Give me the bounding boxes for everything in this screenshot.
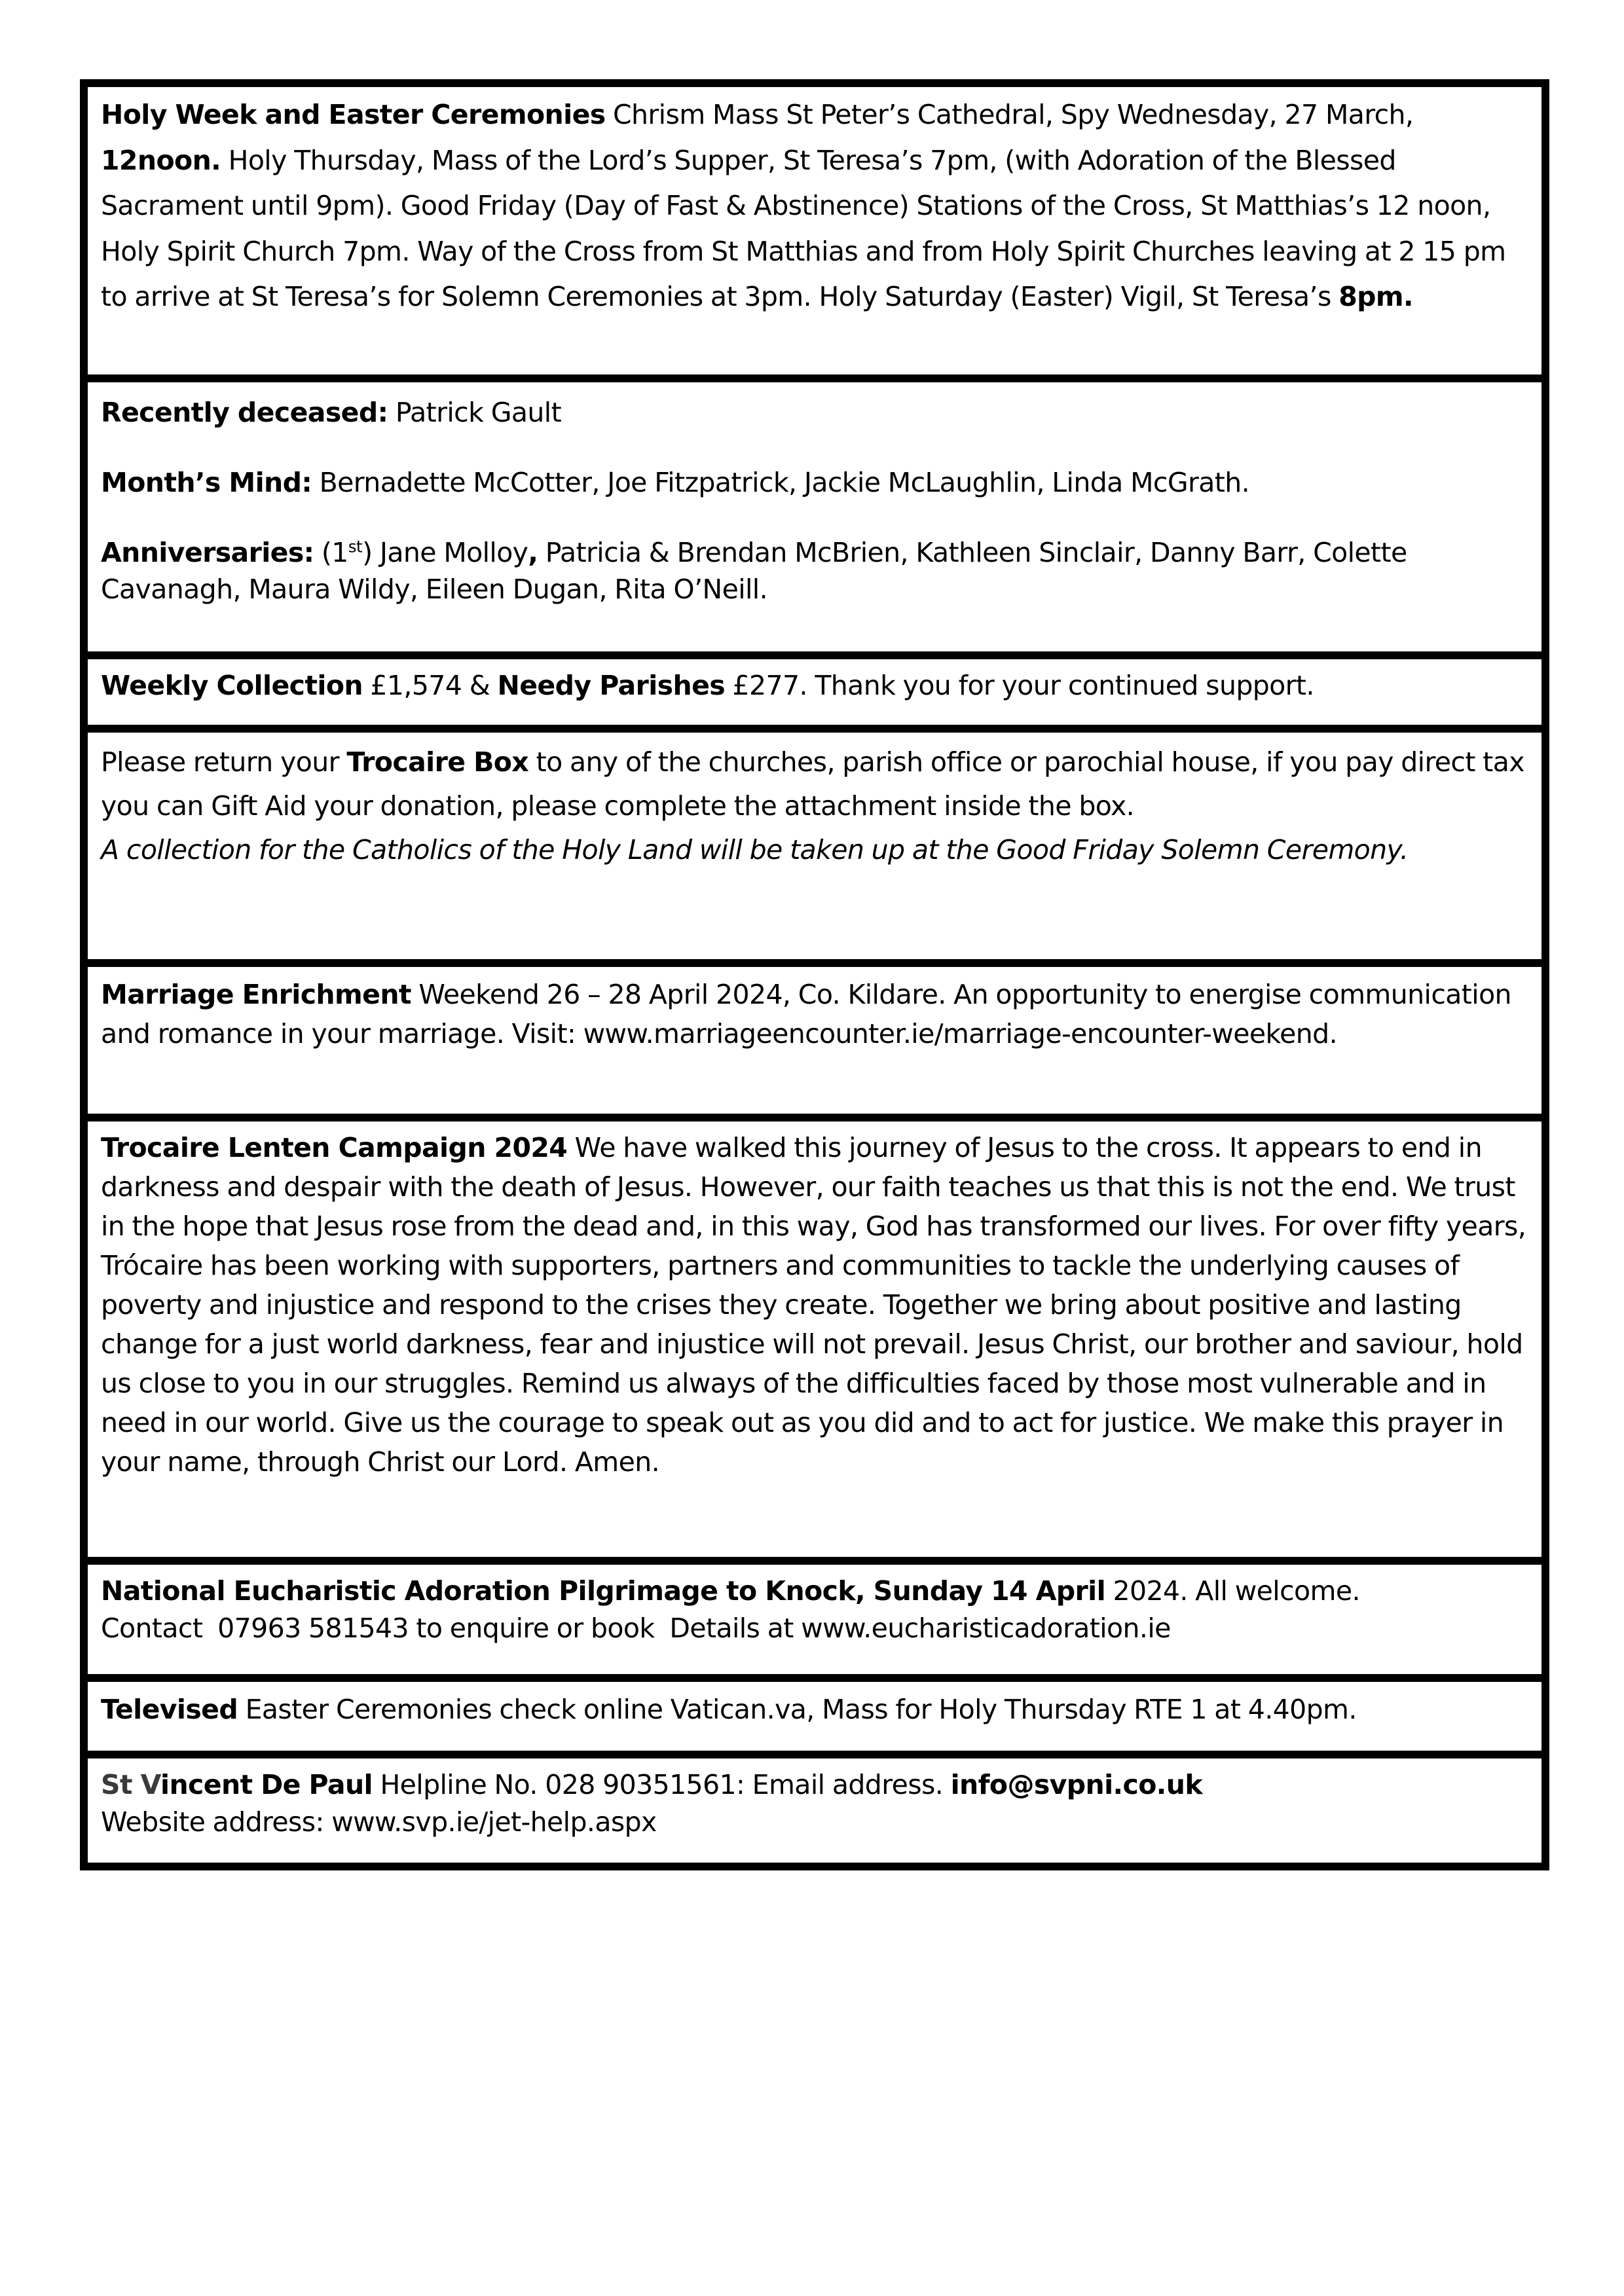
needy-parishes-label: Needy Parishes — [497, 670, 726, 701]
notice-trocaire-box — [88, 725, 1541, 959]
televised-text: Easter Ceremonies check online Vatican.va, Mass for Holy Thursday RTE 1 at 4.40pm. — [238, 1694, 1357, 1725]
recently-deceased-label: Recently deceased: — [101, 397, 388, 428]
svp-website: Website address: www.svp.ie/jet-help.aspx — [101, 1806, 657, 1838]
knock-title: National Eucharistic Adoration Pilgrimage to Knock, Sunday 14 April — [101, 1575, 1106, 1607]
holy-week-text-2: Holy Thursday, Mass of the Lord’s Supper, St Teresa’s 7pm, (with Adoration of the Blessed Sacrament until 9pm). Good Friday (Day of Fast & Abstinence) Stations of the Cross, St Matthias’s 12 noon, Holy Spirit Church 7pm. Way of the Cross from St Matthias and from Holy Spirit Churches leaving at 2 15 pm to arrive at St Teresa’s for Solemn Ceremonies at 3pm. Holy Saturday (Easter) Vigil, St Teresa’s — [101, 144, 1506, 312]
lenten-text: We have walked this journey of Jesus to the cross. It appears to end in darkness and despair with the death of Jesus. However, our faith teaches us that this is not the end. We trust in the hope that Jesus rose from the dead and, in this way, God has transformed our lives. For over fifty years, Trócaire has been working with supporters, partners and communities to tackle the underlying causes of poverty and injustice and respond to the crises they create. Together we bring about positive and lasting change for a just world darkness, fear and injustice will not prevail. Jesus Christ, our brother and saviour, hold us close to you in our struggles. Remind us always of the difficulties faced by those most vulnerable and in need in our world. Give us the courage to speak out as you did and to act for justice. We make this prayer in your name, through Christ our Lord. Amen. — [101, 1132, 1526, 1478]
notices-frame — [80, 79, 1549, 1870]
televised-paragraph — [101, 1691, 1528, 1728]
marriage-text: Weekend 26 – 28 April 2024, Co. Kildare. An opportunity to energise communication and romance in your marriage. Visit: www.marriageencounter.ie/marriage-encounter-weekend. — [101, 979, 1511, 1049]
trocaire-box-title: Trocaire Box — [346, 746, 529, 778]
months-mind — [101, 464, 1528, 501]
holy-week-title: Holy Week and Easter Ceremonies — [101, 99, 606, 130]
holy-week-time-2: 8pm. — [1338, 281, 1413, 312]
knock-line-2: Contact 07963 581543 to enquire or book Details at www.eucharisticadoration.ie — [101, 1613, 1171, 1644]
lenten-title: Trocaire Lenten Campaign 2024 — [101, 1132, 568, 1163]
anniversaries-first: ) Jane Molloy — [362, 537, 528, 568]
notice-holy-week — [88, 87, 1541, 374]
recently-deceased-names: Patrick Gault — [388, 397, 562, 428]
anniversaries-label: Anniversaries: — [101, 537, 314, 568]
holy-week-paragraph — [101, 92, 1528, 320]
holy-week-text-1: Chrism Mass St Peter’s Cathedral, Spy Wednesday, 27 March, — [605, 99, 1414, 130]
marriage-title: Marriage Enrichment — [101, 979, 411, 1010]
svp-email: info@svpni.co.uk — [950, 1769, 1203, 1800]
holy-land-collection — [101, 828, 1528, 872]
trocaire-box-paragraph — [101, 740, 1528, 828]
notice-collection — [88, 651, 1541, 725]
needy-parishes-amount: £277 — [725, 670, 800, 701]
anniversaries-names: Patricia & Brendan McBrien, Kathleen Sinclair, Danny Barr, Colette Cavanagh, Maura Wildy, Eileen Dugan, Rita O’Neill. — [101, 537, 1407, 605]
notice-deceased — [88, 374, 1541, 651]
marriage-paragraph — [101, 975, 1528, 1053]
weekly-collection-label: Weekly Collection — [101, 670, 363, 701]
recently-deceased — [101, 394, 1528, 431]
knock-text-1: 2024. All welcome. — [1105, 1575, 1360, 1607]
televised-title: Televised — [101, 1694, 238, 1725]
trocaire-box-text-1: Please return your — [101, 746, 347, 778]
notice-marriage-enrichment — [88, 959, 1541, 1114]
svp-line-1 — [101, 1766, 1528, 1804]
holy-land-collection-text: A collection for the Catholics of the Holy Land will be taken up at the Good Friday Solemn Ceremony. — [101, 834, 1409, 866]
svp-helpline-text: Helpline No. 028 90351561: Email address. — [373, 1769, 951, 1800]
anniversaries-comma: , — [528, 537, 538, 568]
svp-title-part-1: St V — [101, 1769, 161, 1800]
svp-title-part-2: incent De Paul — [160, 1769, 373, 1800]
trocaire-box-text-2: to any of the churches, parish office or parochial house, if you pay direct tax you can Gift Aid your donation, please complete the attachment inside the box. — [101, 746, 1524, 822]
anniversaries-prefix: (1 — [314, 537, 348, 568]
notice-knock-pilgrimage — [88, 1557, 1541, 1674]
anniversaries — [101, 534, 1528, 608]
holy-week-time-1: 12noon. — [101, 144, 221, 176]
months-mind-names: Bernadette McCotter, Joe Fitzpatrick, Jackie McLaughlin, Linda McGrath. — [312, 467, 1250, 498]
notice-lenten-campaign — [88, 1114, 1541, 1557]
notice-televised — [88, 1674, 1541, 1751]
knock-line-1 — [101, 1573, 1528, 1610]
weekly-collection-amount: £1,574 & — [362, 670, 498, 701]
collection-paragraph — [101, 667, 1528, 704]
lenten-paragraph — [101, 1128, 1528, 1482]
notice-st-vincent-de-paul — [88, 1751, 1541, 1863]
months-mind-label: Month’s Mind: — [101, 467, 312, 498]
anniversaries-ordinal: st — [348, 537, 363, 556]
collection-thanks: . Thank you for your continued support. — [799, 670, 1314, 701]
